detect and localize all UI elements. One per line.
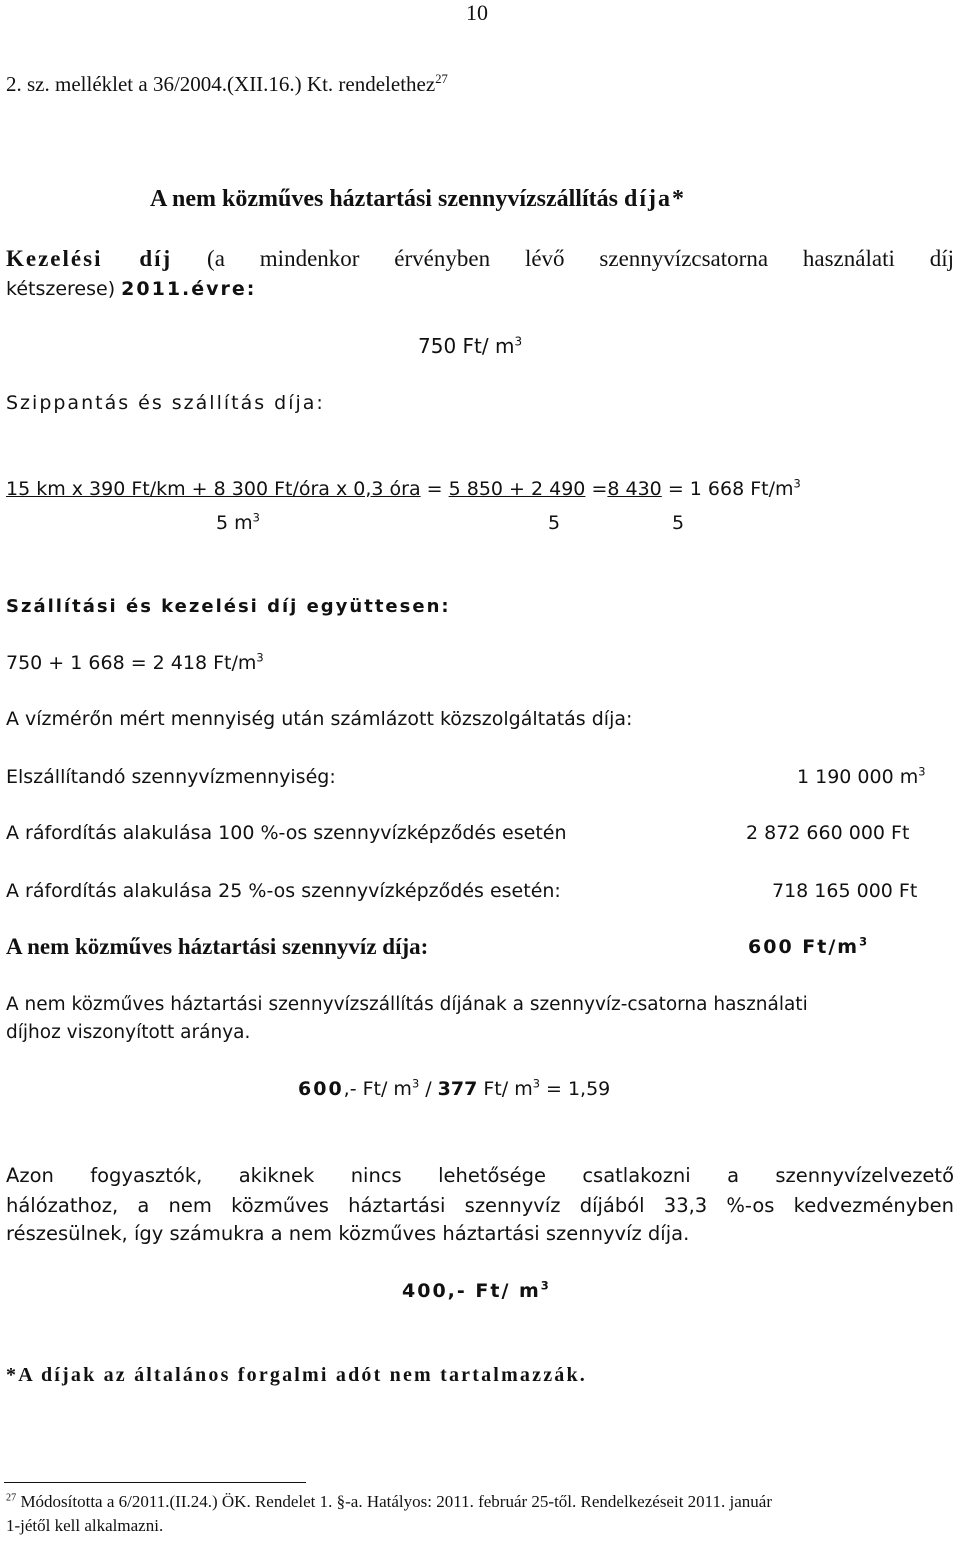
metered-row-value bbox=[797, 766, 926, 788]
formula-equals-2: = bbox=[585, 478, 608, 500]
discount-line1: Azon fogyasztók, akiknek nincs lehetősége csatlakozni a szennyvízelvezető bbox=[6, 1164, 954, 1187]
denominator-a-exp: 3 bbox=[252, 510, 260, 525]
treatment-fee-label: Kezelési díj bbox=[6, 246, 173, 271]
formula-denominator-b: 5 bbox=[548, 512, 561, 534]
metered-value-text: 1 190 000 m bbox=[797, 766, 919, 788]
discount-value bbox=[402, 1280, 551, 1302]
formula-result: = 1 668 Ft/m bbox=[661, 478, 794, 500]
ratio-b-rest: Ft/ m bbox=[477, 1078, 533, 1100]
annex-reference bbox=[6, 72, 448, 97]
ratio-formula bbox=[298, 1078, 610, 1100]
combined-label: Szállítási és kezelési díj együttesen: bbox=[6, 596, 451, 617]
discount-amount: 400,- Ft/ m bbox=[402, 1280, 541, 1302]
non-public-fee-label: A nem közműves háztartási szennyvíz díja: bbox=[6, 934, 429, 959]
treatment-fee-line1 bbox=[6, 246, 954, 272]
formula-numerator-c: 8 430 bbox=[607, 478, 662, 500]
metered-row-value: 2 872 660 000 Ft bbox=[746, 822, 910, 844]
footnote bbox=[6, 1492, 772, 1512]
non-public-fee-value bbox=[748, 936, 869, 958]
vat-note: *A díjak az általános forgalmi adót nem tartalmazzák. bbox=[6, 1364, 588, 1386]
ratio-a-rest: ,- Ft/ m bbox=[343, 1078, 412, 1100]
footnote-text-line2: 1-jétől kell alkalmazni. bbox=[6, 1516, 164, 1535]
ratio-a-exp: 3 bbox=[411, 1076, 420, 1091]
title-tail: díja* bbox=[623, 186, 686, 212]
ratio-result: = 1,59 bbox=[539, 1078, 611, 1100]
title-main: A nem közműves háztartási szennyvízszállítás bbox=[150, 186, 618, 212]
formula-numerator-b: 5 850 + 2 490 bbox=[448, 478, 586, 500]
ratio-text-line2: díjhoz viszonyított aránya. bbox=[6, 1022, 251, 1043]
treatment-fee-value bbox=[418, 334, 522, 358]
metered-row-value: 718 165 000 Ft bbox=[772, 880, 918, 902]
treatment-fee-text: (a mindenkor érvényben lévő szennyvízcsatorna használati díj bbox=[207, 246, 954, 271]
non-public-fee-exp: 3 bbox=[859, 934, 870, 949]
suction-label: Szippantás és szállítás díja: bbox=[6, 392, 325, 414]
suction-formula bbox=[6, 478, 801, 500]
treatment-fee-text2: kétszerese) bbox=[6, 278, 116, 300]
denominator-a-text: 5 m bbox=[216, 512, 253, 534]
annex-reference-text: 2. sz. melléklet a 36/2004.(XII.16.) Kt. rendelethez bbox=[6, 72, 436, 96]
combined-amount: 750 + 1 668 = 2 418 Ft/m bbox=[6, 652, 257, 674]
discount-line3: részesülnek, így számukra a nem közműves háztartási szennyvíz díja. bbox=[6, 1222, 690, 1245]
formula-denominator-a bbox=[216, 512, 260, 534]
discount-line2: hálózathoz, a nem közműves háztartási szennyvíz díjából 33,3 %-os kedvezményben bbox=[6, 1194, 954, 1217]
footnote-number: 27 bbox=[6, 1492, 17, 1504]
metered-value-exp: 3 bbox=[918, 764, 926, 779]
footnote-marker: 27 bbox=[435, 72, 448, 86]
ratio-slash: / bbox=[419, 1078, 438, 1100]
footnote-text-line1: Módosította a 6/2011.(II.24.) ÖK. Rendelet 1. §-a. Hatályos: 2011. február 25-től. Rendelkezéseit 2011. január bbox=[20, 1492, 773, 1511]
footnote-separator bbox=[4, 1482, 306, 1483]
page-number: 10 bbox=[466, 0, 488, 25]
metered-row-label: A ráfordítás alakulása 25 %-os szennyvízképződés esetén: bbox=[6, 880, 561, 902]
formula-denominator-c: 5 bbox=[672, 512, 685, 534]
treatment-fee-line2 bbox=[6, 278, 256, 300]
combined-exp: 3 bbox=[256, 650, 264, 665]
ratio-b-bold: 377 bbox=[437, 1078, 478, 1100]
discount-exp: 3 bbox=[540, 1278, 551, 1293]
treatment-fee-year: 2011.évre: bbox=[121, 278, 257, 300]
combined-value bbox=[6, 652, 264, 674]
metered-heading: A vízmérőn mért mennyiség után számlázott közszolgáltatás díja: bbox=[6, 708, 633, 730]
document-title bbox=[150, 186, 686, 213]
non-public-fee-amount: 600 Ft/m bbox=[748, 936, 860, 958]
metered-row-label: A ráfordítás alakulása 100 %-os szennyvízképződés esetén bbox=[6, 822, 567, 844]
ratio-a-bold: 600 bbox=[298, 1078, 344, 1100]
ratio-b-exp: 3 bbox=[532, 1076, 540, 1091]
formula-equals: = bbox=[420, 478, 449, 500]
treatment-fee-exp: 3 bbox=[514, 334, 523, 349]
formula-result-exp: 3 bbox=[793, 476, 801, 491]
formula-numerator-a: 15 km x 390 Ft/km + 8 300 Ft/óra x 0,3 óra bbox=[6, 478, 421, 500]
treatment-fee-amount: 750 Ft/ m bbox=[418, 334, 515, 358]
ratio-text-line1: A nem közműves háztartási szennyvízszállítás díjának a szennyvíz-csatorna használati bbox=[6, 994, 808, 1015]
metered-row-label: Elszállítandó szennyvízmennyiség: bbox=[6, 766, 336, 788]
